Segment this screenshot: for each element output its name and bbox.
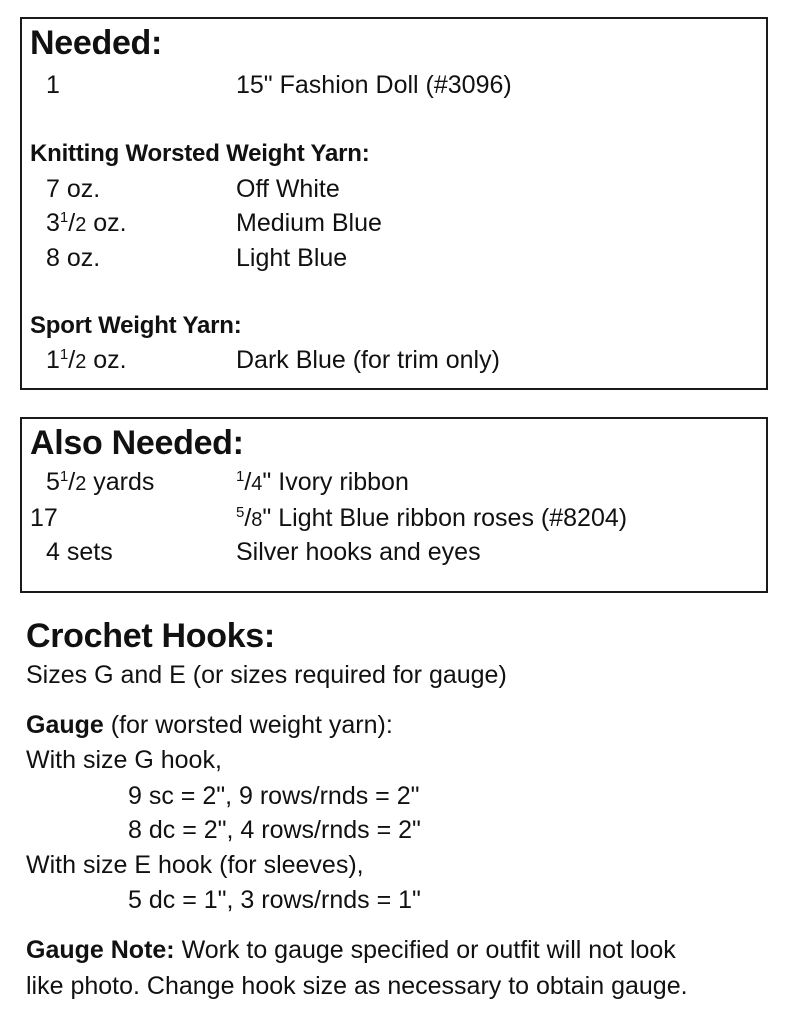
also-needed-heading: Also Needed: (30, 424, 244, 462)
worsted-qty-3: 8 oz. (46, 244, 101, 272)
also-item-2: $^5$/8" Light Blue ribbon roses (#8204) (236, 504, 628, 532)
gauge-note-line-2: like photo. Change hook size as necessary to obtain gauge. (26, 972, 688, 1000)
also-qty-3: 4 sets (46, 538, 113, 566)
gauge-line: Gauge (for worsted weight yarn): (26, 711, 393, 739)
worsted-qty-1: 7 oz. (46, 175, 101, 203)
doll-qty: 1 (46, 71, 60, 99)
sport-color-1: Dark Blue (for trim only) (236, 346, 500, 374)
worsted-color-2: Medium Blue (236, 209, 382, 237)
gauge-g-line-2: 8 dc = 2", 4 rows/rnds = 2" (128, 816, 421, 844)
gauge-g-line-1: 9 sc = 2", 9 rows/rnds = 2" (128, 782, 420, 810)
worsted-color-3: Light Blue (236, 244, 348, 272)
gauge-e-line-1: 5 dc = 1", 3 rows/rnds = 1" (128, 886, 421, 914)
doll-item: 15" Fashion Doll (#3096) (236, 71, 512, 99)
hooks-sizes: Sizes G and E (or sizes required for gauge) (26, 661, 507, 689)
also-qty-1: $5^1/2$ yards (46, 468, 155, 496)
hooks-heading: Crochet Hooks: (26, 617, 275, 655)
worsted-heading: Knitting Worsted Weight Yarn: (30, 140, 370, 167)
sport-qty-1: $1^1/2$ oz. (46, 346, 127, 374)
also-item-1: $^1$/4" Ivory ribbon (236, 468, 409, 496)
needed-heading: Needed: (30, 24, 163, 62)
gauge-note-line-1: Gauge Note: Work to gauge specified or outfit will not look (26, 936, 676, 964)
worsted-qty-2: $3^1/2$ oz. (46, 209, 127, 237)
also-qty-2: 17 (30, 504, 58, 532)
gauge-e-intro: With size E hook (for sleeves), (26, 851, 364, 879)
also-item-3: Silver hooks and eyes (236, 538, 481, 566)
sport-heading: Sport Weight Yarn: (30, 312, 242, 339)
gauge-g-intro: With size G hook, (26, 746, 222, 774)
worsted-color-1: Off White (236, 175, 340, 203)
